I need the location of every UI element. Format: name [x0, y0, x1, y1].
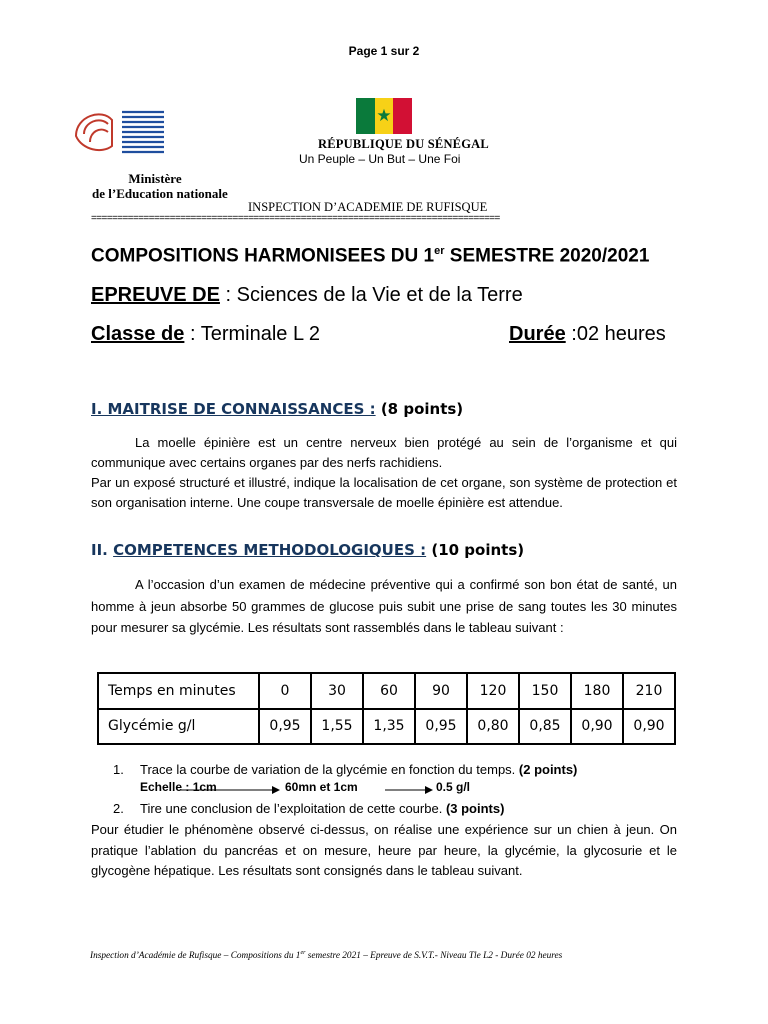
experiment-para: Pour étudier le phénomène observé ci-dessus, on réalise une expérience sur un chien à jeun. On pratique l’ablation du pancréas et on mesure, heure par heure, la glycémie, la glycosurie et le glycogène hépatique. Les résultats sont consignés dans le tableau suivant.	[91, 822, 677, 878]
section2-text	[91, 574, 677, 639]
table-cell: 60	[363, 673, 415, 709]
inspection-title: INSPECTION D’ACADEMIE DE RUFISQUE	[248, 200, 488, 214]
table-cell: 0	[259, 673, 311, 709]
question-1-points: (2 points)	[515, 762, 578, 777]
epreuve-label: EPREUVE DE	[91, 284, 220, 306]
footer-suffix: semestre 2021 – Epreuve de S.V.T.- Niveau Tle L2 - Durée 02 heures	[305, 951, 563, 962]
ministry-name	[90, 171, 228, 201]
exam-title	[91, 245, 649, 267]
table-cell: 1,55	[311, 709, 363, 745]
section1-para2: Par un exposé structuré et illustré, indique la localisation de cet organe, son système de protection et son organisation interne. Une coupe transversale de moelle épinière est attendue.	[91, 475, 677, 510]
classe-line	[91, 323, 673, 346]
table-cell: 120	[467, 673, 519, 709]
epreuve-value: : Sciences de la Vie et de la Terre	[219, 284, 523, 306]
table-cell: 0,95	[259, 709, 311, 745]
scale-mid: 60mn et 1cm	[285, 780, 358, 794]
exam-title-suffix: SEMESTRE 2020/2021	[444, 245, 650, 267]
ministry-logo	[72, 106, 168, 156]
glycemia-table	[97, 672, 676, 745]
table-cell: 0,80	[467, 709, 519, 745]
question-1-text: Trace la courbe de variation de la glycémie en fonction du temps.	[140, 762, 516, 777]
duree-label: Durée	[509, 323, 566, 345]
section1-para1: La moelle épinière est un centre nerveux bien protégé au sein de l’organisme et qui communique avec certains organes par des nerfs rachidiens.	[91, 435, 677, 470]
exam-title-sup: er	[434, 245, 445, 257]
question-1-line	[140, 760, 577, 780]
scale-end: 0.5 g/l	[436, 780, 471, 794]
page-number: Page 1 sur 2	[348, 44, 420, 58]
question-1-number: 1.	[113, 762, 124, 777]
table-row	[98, 673, 675, 709]
section1-points: (8 points)	[375, 400, 464, 418]
ministry-line1: Ministère	[128, 171, 182, 186]
question-2-line	[140, 799, 504, 819]
table-cell: 210	[623, 673, 675, 709]
section2-points: (10 points)	[426, 541, 525, 559]
page-footer	[90, 950, 562, 961]
section1-text	[91, 433, 677, 513]
republic-title: RÉPUBLIQUE DU SÉNÉGAL	[318, 137, 489, 151]
section1-title: I. MAITRISE DE CONNAISSANCES :	[91, 400, 376, 418]
table-cell: 0,85	[519, 709, 571, 745]
ministry-line2: de l’Education nationale	[92, 186, 228, 201]
classe-value: : Terminale L 2	[184, 323, 321, 345]
separator-line: ==============================================================================	[91, 213, 500, 224]
duree-value: :02 heures	[565, 323, 666, 345]
table-row-header: Glycémie g/l	[98, 709, 259, 745]
duree	[509, 323, 666, 346]
question-2-text: Tire une conclusion de l’exploitation de cette courbe.	[140, 801, 443, 816]
experiment-text	[91, 820, 677, 882]
national-motto: Un Peuple – Un But – Une Foi	[299, 152, 461, 166]
footer-prefix: Inspection d’Académie de Rufisque – Compositions du 1	[90, 951, 301, 962]
section2-title: COMPETENCES METHODOLOGIQUES :	[113, 541, 427, 559]
table-row	[98, 709, 675, 745]
table-cell: 0,95	[415, 709, 467, 745]
table-cell: 1,35	[363, 709, 415, 745]
table-cell: 180	[571, 673, 623, 709]
table-cell: 0,90	[571, 709, 623, 745]
table-cell: 150	[519, 673, 571, 709]
star-icon: ★	[376, 106, 392, 125]
scale-label: Echelle : 1cm	[140, 780, 217, 794]
section2-title-prefix: II.	[91, 541, 114, 559]
arrow-right-icon	[385, 786, 433, 794]
question-2-points: (3 points)	[442, 801, 505, 816]
senegal-flag	[356, 98, 412, 134]
classe-label: Classe de	[91, 323, 185, 345]
table-row-header: Temps en minutes	[98, 673, 259, 709]
section2-heading	[91, 541, 524, 559]
question-2-number: 2.	[113, 801, 124, 816]
footer-sup: er	[300, 950, 306, 956]
table-cell: 30	[311, 673, 363, 709]
exam-title-prefix: COMPOSITIONS HARMONISEES DU 1	[91, 245, 435, 267]
section1-heading	[91, 400, 463, 418]
arrow-right-icon	[180, 786, 280, 794]
epreuve-line	[91, 284, 523, 307]
table-cell: 90	[415, 673, 467, 709]
table-cell: 0,90	[623, 709, 675, 745]
section2-para: A l’occasion d’un examen de médecine préventive qui a confirmé son bon état de santé, un homme à jeun absorbe 50 grammes de glucose puis subit une prise de sang toutes les 30 minutes pour mesurer sa glycémie. Les résultats sont rassemblés dans le tableau suivant :	[91, 577, 677, 635]
